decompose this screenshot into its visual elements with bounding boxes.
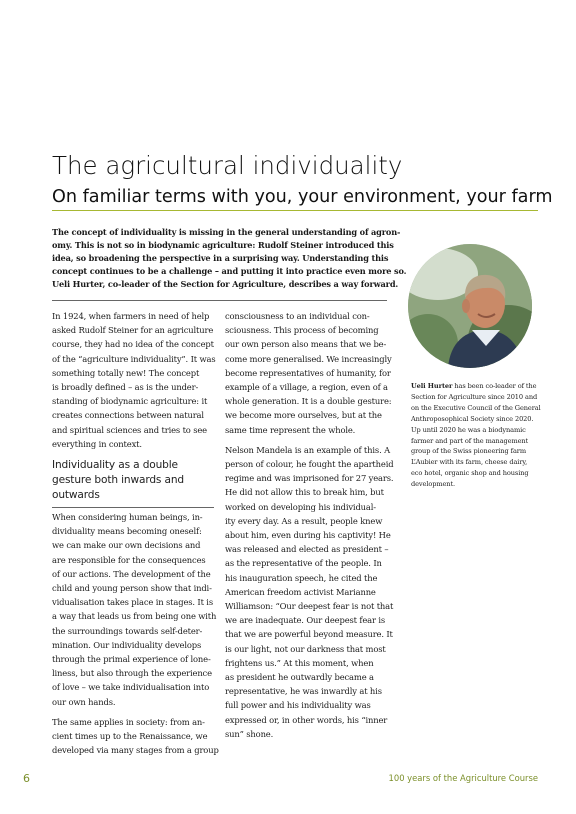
title-divider [52, 210, 538, 211]
body-line: that we are powerful beyond measure. It [225, 629, 393, 640]
body-line: expressed or, in other words, his “inner [225, 714, 388, 725]
body-line: liness, but also through the experience [52, 668, 212, 679]
body-line: course, they had no idea of the concept [52, 339, 214, 350]
body-line: cient times up to the Renaissance, we [52, 731, 208, 742]
caption-line: development. [411, 480, 455, 489]
body-line: dividuality means becoming oneself: [52, 526, 202, 537]
body-line: and spiritual sciences and tries to see [52, 424, 207, 435]
body-line: of the “agriculture individuality”. It was [52, 353, 216, 364]
lead-paragraph [52, 226, 407, 291]
body-line: we become more ourselves, but at the [225, 410, 382, 421]
caption-line: farmer and part of the management [411, 436, 529, 445]
body-line: our own person also means that we be- [225, 339, 387, 350]
caption-first-line: has been co-leader of the [452, 382, 537, 390]
lead-line: idea, so broadening the perspective in a surprising way. Understanding this [52, 253, 389, 263]
body-line: creates connections between natural [52, 410, 204, 421]
body-line: sun” shone. [225, 728, 274, 739]
lead-line: The concept of individuality is missing in the general understanding of agron- [52, 227, 401, 237]
author-caption [411, 381, 541, 490]
subheading-divider [52, 507, 214, 508]
body-line: representative, he was inwardly at his [225, 686, 382, 697]
body-line: our own hands. [52, 696, 116, 707]
caption-name: Ueli Hurter [411, 382, 453, 390]
body-line: is broadly defined – as is the under- [52, 382, 199, 393]
body-line: of our actions. The development of the [52, 568, 211, 579]
subheading-line: Individuality as a double [52, 459, 178, 472]
body-line: was released and elected as president – [225, 544, 389, 555]
lead-line: concept continues to be a challenge – and putting it into practice even more so. [52, 266, 407, 276]
body-line: asked Rudolf Steiner for an agriculture [52, 325, 214, 336]
body-line: we are inadequate. Our deepest fear is [225, 615, 386, 626]
caption-line [411, 381, 541, 392]
body-line: full power and his individuality was [225, 700, 371, 711]
body-line: through the primal experience of lone- [52, 654, 211, 665]
publication-title: 100 years of the Agriculture Course [388, 773, 538, 783]
body-line: everything in context. [52, 438, 142, 449]
body-line: are responsible for the consequences [52, 554, 206, 565]
body-line: his inauguration speech, he cited the [225, 572, 378, 583]
caption-line: Anthroposophical Society since 2020. [411, 414, 534, 423]
body-line: ity every day. As a result, people knew [225, 515, 383, 526]
body-line: child and young person show that indi- [52, 583, 212, 594]
body-line: In 1924, when farmers in need of help [52, 311, 210, 321]
body-line: person of colour, he fought the apartheid [225, 459, 394, 470]
caption-line: eco hotel, organic shop and housing [411, 469, 529, 478]
lead-line: omy. This is not so in biodynamic agriculture: Rudolf Steiner introduced this [52, 240, 394, 250]
body-line: is our light, not our darkness that most [225, 643, 386, 654]
caption-line: Up until 2020 he was a biodynamic [411, 425, 526, 434]
body-line: come more generalised. We increasingly [225, 353, 392, 364]
body-line: the surroundings towards self-deter- [52, 625, 203, 636]
body-line: a way that leads us from being one with [52, 611, 217, 622]
portrait-photo-icon [408, 244, 532, 368]
body-line: as president he outwardly became a [225, 672, 374, 683]
body-column-left [52, 309, 219, 757]
body-line: we can make our own decisions and [52, 540, 201, 551]
body-line: whole generation. It is a double gesture: [225, 396, 392, 407]
page-number: 6 [23, 772, 30, 785]
body-line: example of a village, a region, even of a [225, 382, 388, 393]
caption-line: Section for Agriculture since 2010 and [411, 392, 538, 401]
body-line: mination. Our individuality develops [52, 639, 202, 650]
body-line: standing of biodynamic agriculture: it [52, 396, 208, 407]
caption-line: group of the Swiss pioneering farm [411, 447, 526, 456]
caption-line: on the Executive Council of the General [411, 403, 541, 412]
body-line: of love – we take individualisation into [52, 682, 210, 693]
article-title: The agricultural individuality [52, 151, 403, 180]
body-line: regime and was imprisoned for 27 years. [225, 473, 394, 484]
caption-line: L’Aubier with its farm, cheese dairy, [411, 458, 528, 467]
body-line: When considering human beings, in- [52, 512, 203, 523]
body-line: Nelson Mandela is an example of this. A [225, 444, 390, 455]
body-line: consciousness to an individual con- [225, 311, 370, 321]
body-line: something totally new! The concept [52, 367, 200, 378]
section-subheading [52, 458, 214, 503]
body-line: vidualisation takes place in stages. It is [52, 597, 213, 608]
article-subtitle: On familiar terms with you, your environment, your farm [52, 187, 553, 207]
lead-line: Ueli Hurter, co-leader of the Section for Agriculture, describes a way forward. [52, 279, 399, 289]
body-line: worked on developing his individual- [225, 501, 376, 512]
body-line: same time represent the whole. [225, 424, 356, 435]
body-line: developed via many stages from a group [52, 745, 219, 756]
body-line: become representatives of humanity, for [225, 367, 391, 378]
body-line: Williamson: “Our deepest fear is not that [225, 601, 394, 612]
body-line: as the representative of the people. In [225, 558, 382, 569]
body-line: sciousness. This process of becoming [225, 325, 379, 336]
body-line: about him, even during his captivity! He [225, 530, 391, 541]
body-line: He did not allow this to break him, but [225, 487, 384, 498]
author-portrait [408, 244, 532, 368]
body-line: The same applies in society: from an- [52, 716, 205, 727]
body-line: American freedom activist Marianne [225, 586, 376, 597]
body-line: frightens us.” At this moment, when [225, 657, 374, 668]
subheading-line: gesture both inwards and [52, 474, 185, 487]
body-column-right [225, 309, 394, 741]
lead-divider [52, 300, 387, 301]
subheading-line: outwards [52, 489, 100, 502]
